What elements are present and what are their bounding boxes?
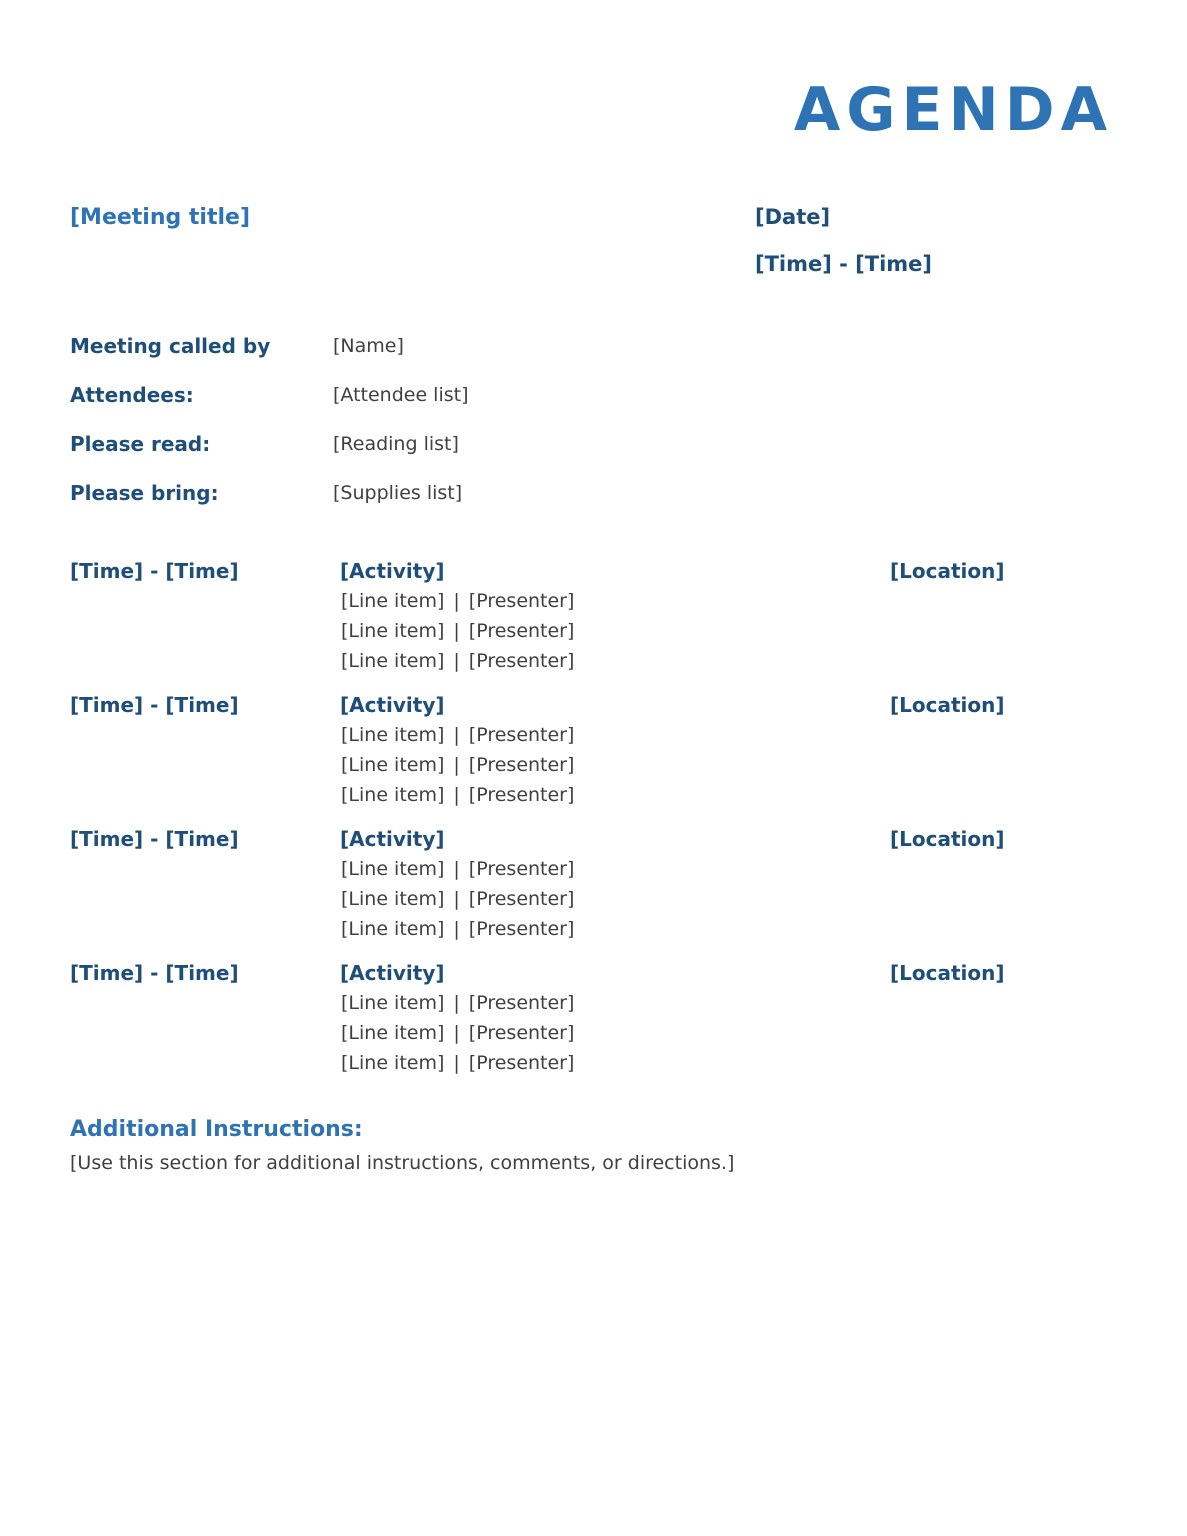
agenda-slot bbox=[70, 961, 1070, 1091]
slot-time[interactable]: [Time] - [Time] bbox=[70, 693, 239, 717]
line-item-row[interactable] bbox=[341, 784, 574, 814]
info-value[interactable]: [Name] bbox=[333, 335, 404, 357]
meeting-title[interactable]: [Meeting title] bbox=[70, 205, 251, 230]
slot-time[interactable]: [Time] - [Time] bbox=[70, 961, 239, 985]
info-label: Please read: bbox=[70, 432, 211, 456]
separator: | bbox=[453, 992, 460, 1014]
info-row-please-read bbox=[70, 432, 770, 462]
additional-instructions-heading: Additional Instructions: bbox=[70, 1117, 363, 1142]
info-label: Please bring: bbox=[70, 481, 219, 505]
info-label: Meeting called by bbox=[70, 334, 271, 358]
agenda-title: AGENDA bbox=[793, 75, 1113, 145]
separator: | bbox=[453, 590, 460, 612]
info-value[interactable]: [Attendee list] bbox=[333, 384, 469, 406]
additional-instructions-text[interactable]: [Use this section for additional instructions, comments, or directions.] bbox=[70, 1152, 735, 1174]
line-item: [Line item] bbox=[341, 918, 445, 940]
info-row-please-bring bbox=[70, 481, 770, 511]
slot-line-items bbox=[341, 724, 574, 814]
line-item: [Line item] bbox=[341, 590, 445, 612]
presenter: [Presenter] bbox=[468, 1052, 575, 1074]
agenda-slot bbox=[70, 559, 1070, 689]
line-item-row[interactable] bbox=[341, 858, 574, 888]
line-item: [Line item] bbox=[341, 992, 445, 1014]
presenter: [Presenter] bbox=[468, 590, 575, 612]
info-label: Attendees: bbox=[70, 383, 194, 407]
info-row-attendees bbox=[70, 383, 770, 413]
presenter: [Presenter] bbox=[468, 858, 575, 880]
separator: | bbox=[453, 918, 460, 940]
line-item-row[interactable] bbox=[341, 590, 574, 620]
separator: | bbox=[453, 1052, 460, 1074]
separator: | bbox=[453, 650, 460, 672]
slot-location[interactable]: [Location] bbox=[890, 559, 1005, 583]
slot-line-items bbox=[341, 858, 574, 948]
line-item-row[interactable] bbox=[341, 888, 574, 918]
line-item: [Line item] bbox=[341, 724, 445, 746]
line-item-row[interactable] bbox=[341, 918, 574, 948]
presenter: [Presenter] bbox=[468, 724, 575, 746]
slot-time[interactable]: [Time] - [Time] bbox=[70, 559, 239, 583]
line-item-row[interactable] bbox=[341, 754, 574, 784]
slot-location[interactable]: [Location] bbox=[890, 961, 1005, 985]
info-value[interactable]: [Reading list] bbox=[333, 433, 459, 455]
line-item-row[interactable] bbox=[341, 650, 574, 680]
separator: | bbox=[453, 784, 460, 806]
info-row-called-by bbox=[70, 334, 770, 364]
line-item: [Line item] bbox=[341, 1022, 445, 1044]
line-item: [Line item] bbox=[341, 1052, 445, 1074]
line-item: [Line item] bbox=[341, 858, 445, 880]
presenter: [Presenter] bbox=[468, 754, 575, 776]
presenter: [Presenter] bbox=[468, 992, 575, 1014]
presenter: [Presenter] bbox=[468, 784, 575, 806]
line-item: [Line item] bbox=[341, 784, 445, 806]
separator: | bbox=[453, 620, 460, 642]
slot-line-items bbox=[341, 590, 574, 680]
separator: | bbox=[453, 1022, 460, 1044]
separator: | bbox=[453, 754, 460, 776]
presenter: [Presenter] bbox=[468, 918, 575, 940]
agenda-slot bbox=[70, 693, 1070, 823]
slot-activity[interactable]: [Activity] bbox=[340, 693, 445, 717]
line-item-row[interactable] bbox=[341, 724, 574, 754]
presenter: [Presenter] bbox=[468, 650, 575, 672]
slot-activity[interactable]: [Activity] bbox=[340, 827, 445, 851]
line-item-row[interactable] bbox=[341, 1022, 574, 1052]
separator: | bbox=[453, 888, 460, 910]
separator: | bbox=[453, 724, 460, 746]
slot-location[interactable]: [Location] bbox=[890, 827, 1005, 851]
presenter: [Presenter] bbox=[468, 1022, 575, 1044]
presenter: [Presenter] bbox=[468, 888, 575, 910]
slot-activity[interactable]: [Activity] bbox=[340, 961, 445, 985]
line-item-row[interactable] bbox=[341, 1052, 574, 1082]
slot-line-items bbox=[341, 992, 574, 1082]
slot-activity[interactable]: [Activity] bbox=[340, 559, 445, 583]
slot-location[interactable]: [Location] bbox=[890, 693, 1005, 717]
separator: | bbox=[453, 858, 460, 880]
agenda-slot bbox=[70, 827, 1070, 957]
line-item: [Line item] bbox=[341, 620, 445, 642]
line-item: [Line item] bbox=[341, 888, 445, 910]
slot-time[interactable]: [Time] - [Time] bbox=[70, 827, 239, 851]
line-item: [Line item] bbox=[341, 754, 445, 776]
line-item: [Line item] bbox=[341, 650, 445, 672]
line-item-row[interactable] bbox=[341, 992, 574, 1022]
presenter: [Presenter] bbox=[468, 620, 575, 642]
line-item-row[interactable] bbox=[341, 620, 574, 650]
meeting-date[interactable]: [Date] bbox=[755, 205, 831, 229]
meeting-time-range[interactable]: [Time] - [Time] bbox=[755, 252, 933, 276]
info-value[interactable]: [Supplies list] bbox=[333, 482, 463, 504]
